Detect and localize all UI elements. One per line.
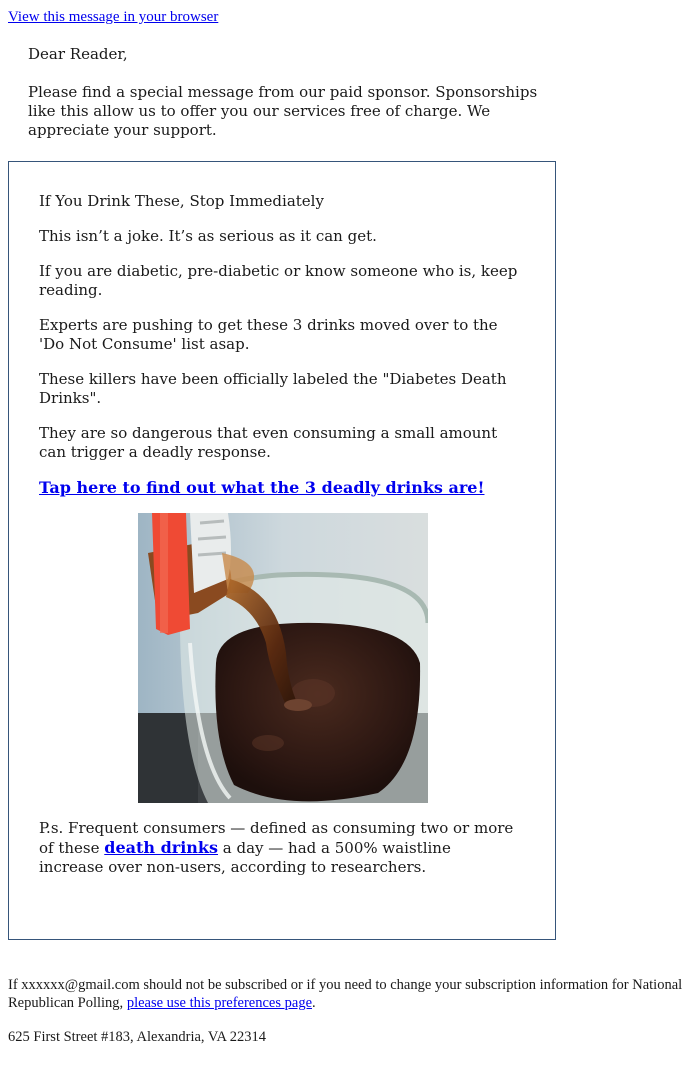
- sponsor-content: [39, 192, 519, 514]
- view-in-browser-link[interactable]: View this message in your browser: [8, 9, 219, 25]
- ps-note: [39, 819, 519, 877]
- sponsor-message-box: [8, 161, 556, 940]
- death-drinks-link[interactable]: death drinks: [104, 838, 219, 857]
- ps-text-before: P.s. Frequent consumers — defined as consuming two or more of these: [39, 819, 514, 857]
- mailing-address: 625 First Street #183, Alexandria, VA 22314: [8, 1029, 267, 1045]
- sponsor-paragraph: If you are diabetic, pre-diabetic or know someone who is, keep reading.: [39, 262, 518, 299]
- ps-text-after: a day — had a 500% waistline increase over non-users, according to researchers.: [39, 839, 451, 876]
- sponsor-paragraph: Experts are pushing to get these 3 drinks moved over to the 'Do Not Consume' list asap.: [39, 316, 498, 353]
- sponsor-paragraph: These killers have been officially labeled the "Diabetes Death Drinks".: [39, 370, 507, 407]
- subscription-footer: [8, 976, 688, 1012]
- soda-photo-illustration: [138, 513, 428, 803]
- sponsor-headline: If You Drink These, Stop Immediately: [39, 192, 324, 210]
- soda-pouring-photo-icon[interactable]: [138, 513, 428, 803]
- subscription-text-end: .: [312, 995, 316, 1011]
- deadly-drinks-cta-link[interactable]: Tap here to find out what the 3 deadly drinks are!: [39, 478, 485, 497]
- greeting-text: Dear Reader,: [28, 45, 128, 63]
- sponsor-paragraph: This isn’t a joke. It’s as serious as it can get.: [39, 227, 377, 245]
- preferences-page-link[interactable]: please use this preferences page: [126, 995, 312, 1011]
- sponsor-paragraph: They are so dangerous that even consuming a small amount can trigger a deadly response.: [39, 424, 498, 461]
- intro-section: [28, 45, 548, 159]
- sponsor-notice-text: Please find a special message from our paid sponsor. Sponsorships like this allow us to offer you our services free of charge. We appreciate your support.: [28, 83, 538, 139]
- subscription-text: If xxxxxx@gmail.com should not be subscribed or if you need to change your subscription information for National Republican Polling,: [8, 977, 683, 1011]
